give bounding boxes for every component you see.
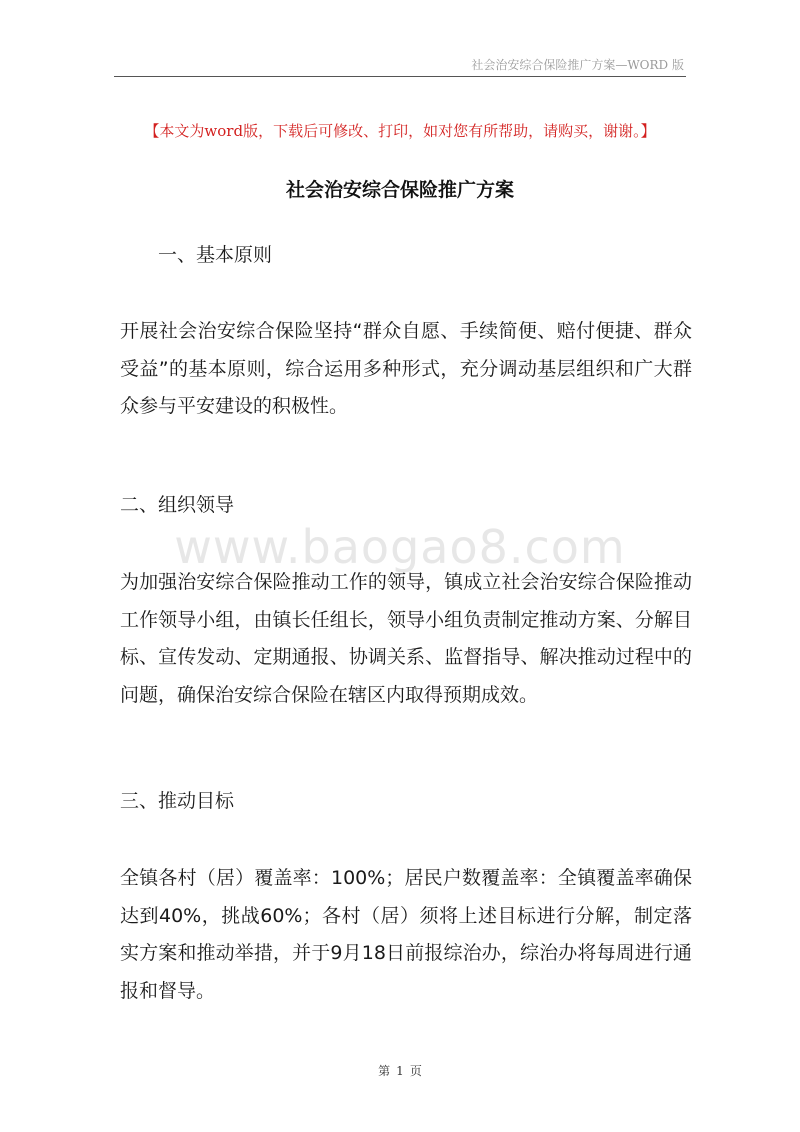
purchase-notice: 【本文为word版，下载后可修改、打印，如对您有所帮助，请购买，谢谢。】 bbox=[144, 122, 656, 140]
section-heading-principles: 一、基本原则 bbox=[158, 244, 273, 266]
watermark: www.baogao8.com bbox=[174, 520, 626, 574]
page-footer bbox=[0, 1062, 800, 1079]
section-heading-leadership: 二、组织领导 bbox=[120, 494, 235, 516]
section-body-leadership: 为加强治安综合保险推动工作的领导，镇成立社会治安综合保险推动工作领导小组，由镇长任组长，领导小组负责制定推动方案、分解目标、宣传发动、定期通报、协调关系、监督指导、解决推动过程中的问题，确保治安综合保险在辖区内取得预期成效。 bbox=[120, 571, 692, 706]
footer-prefix: 第 bbox=[378, 1064, 391, 1078]
section-body-targets: 全镇各村（居）覆盖率：100%；居民户数覆盖率：全镇覆盖率确保达到40%，挑战60%；各村（居）须将上述目标进行分解，制定落实方案和推动举措，并于9月18日前报综治办，综治办将每周进行通报和督导。 bbox=[120, 867, 692, 1002]
section-heading-targets: 三、推动目标 bbox=[120, 790, 235, 812]
header-divider bbox=[114, 76, 686, 77]
footer-suffix: 页 bbox=[409, 1064, 422, 1078]
running-header: 社会治安综合保险推广方案—WORD 版 bbox=[471, 58, 684, 72]
document-title: 社会治安综合保险推广方案 bbox=[285, 179, 514, 201]
section-body-principles: 开展社会治安综合保险坚持“群众自愿、手续简便、赔付便捷、群众受益”的基本原则，综合运用多种形式，充分调动基层组织和广大群众参与平安建设的积极性。 bbox=[120, 320, 692, 417]
page-number: 1 bbox=[396, 1064, 404, 1078]
